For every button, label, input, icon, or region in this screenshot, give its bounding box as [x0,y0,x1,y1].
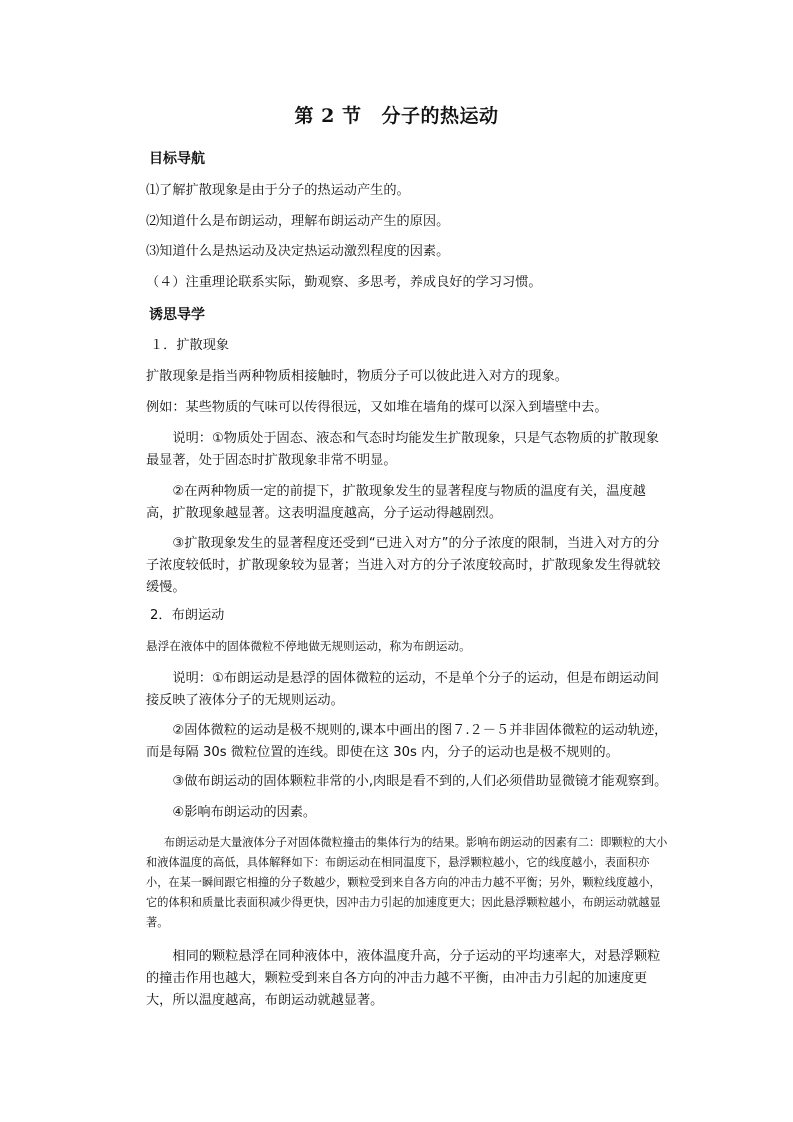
page-title [0,103,793,129]
brownian-subheading: 2．布朗运动 [150,608,225,623]
diffusion-note-2: ②在两种物质一定的前提下，扩散现象发生的显著程度与物质的温度有关，温度越高，扩散现象越显著。这表明温度越高，分子运动得越剧烈。 [146,484,646,521]
brownian-explanation: 布朗运动是大量液体分子对固体微粒撞击的集体行为的结果。影响布朗运动的因素有二：即颗粒的大小和液体温度的高低，具体解释如下：布朗运动在相同温度下，悬浮颗粒越小，它的线度越小，表面积亦小，在某一瞬间跟它相撞的分子数越少，颗粒受到来自各方向的冲击力越不平衡；另外，颗粒线度越小，它的体积和质量比表面积减少得更快，因冲击力引起的加速度更大；因此悬浮颗粒越小，布朗运动就越显著。 [146,836,668,929]
brownian-note-1: 说明：①布朗运动是悬浮的固体微粒的运动，不是单个分子的运动，但是布朗运动间接反映了液体分子的无规则运动。 [146,671,659,708]
goal-item-2: ⑵知道什么是布朗运动，理解布朗运动产生的原因。 [146,214,450,229]
brownian-temperature: 相同的颗粒悬浮在同种液体中，液体温度升高，分子运动的平均速率大，对悬浮颗粒的撞击作用也越大，颗粒受到来自各方向的冲击力越不平衡，由冲击力引起的加速度更大，所以温度越高，布朗运动就越显著。 [146,949,661,1008]
diffusion-subheading: １．扩散现象 [150,338,230,353]
diffusion-example: 例如：某些物质的气味可以传得很远，又如堆在墙角的煤可以深入到墙壁中去。 [146,400,608,415]
brownian-note-3: ③做布朗运动的固体颗粒非常的小,肉眼是看不到的,人们必须借助显微镜才能观察到。 [172,774,668,789]
diffusion-definition: 扩散现象是指当两种物质相接触时，物质分子可以彼此进入对方的现象。 [146,369,568,384]
section-number: 第 2 节 [294,105,362,127]
diffusion-note-1: 说明：①物质处于固态、液态和气态时均能发生扩散现象，只是气态物质的扩散现象最显著，处于固态时扩散现象非常不明显。 [146,431,659,468]
brownian-note-4: ④影响布朗运动的因素。 [172,805,317,820]
diffusion-note-3: ③扩散现象发生的显著程度还受到“已进入对方”的分子浓度的限制，当进入对方的分子浓度较低时，扩散现象较为显著；当进入对方的分子浓度较高时，扩散现象发生得就较缓慢。 [146,536,661,595]
brownian-definition: 悬浮在液体中的固体微粒不停地做无规则运动，称为布朗运动。 [146,639,471,653]
goal-item-3: ⑶知道什么是热运动及决定热运动激烈程度的因素。 [146,244,450,259]
goals-heading: 目标导航 [149,151,205,167]
goal-item-4: （４）注重理论联系实际，勤观察、多思考，养成良好的学习习惯。 [146,275,542,290]
guide-heading: 诱思导学 [149,307,205,323]
section-name: 分子的热运动 [381,105,499,127]
brownian-note-2: ②固体微粒的运动是极不规则的,课本中画出的图７.２－５并非固体微粒的运动轨迹，而是每隔 30s 微粒位置的连线。即使在这 30s 内，分子的运动也是极不规则的。 [146,723,668,760]
goal-item-1: ⑴了解扩散现象是由于分子的热运动产生的。 [146,183,410,198]
